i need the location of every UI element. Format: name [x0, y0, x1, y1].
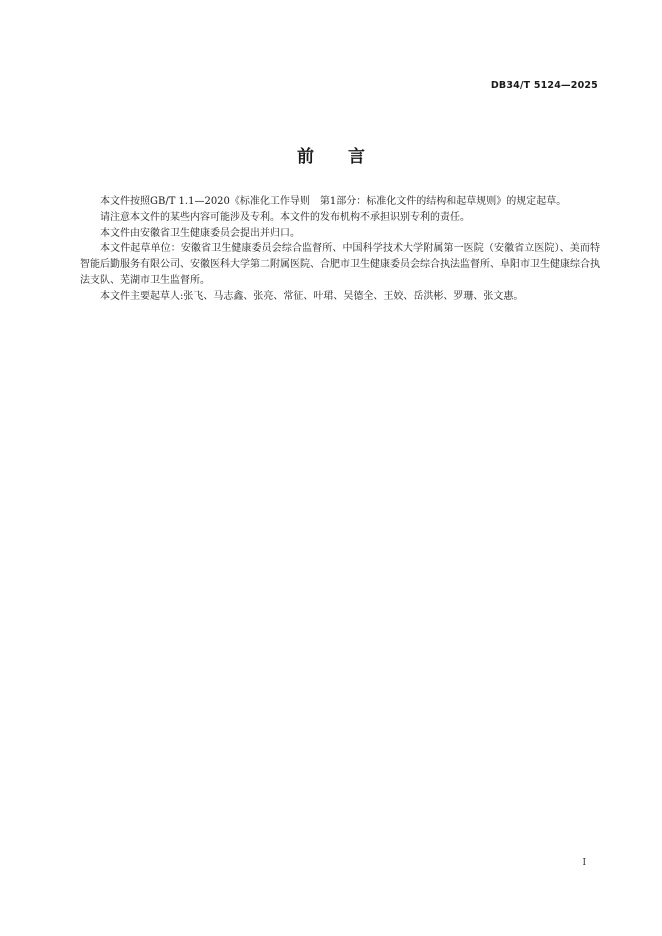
page-title	[0, 142, 662, 167]
paragraph-patent-notice: 请注意本文件的某些内容可能涉及专利。本文件的发布机构不承担识别专利的责任。	[100, 211, 470, 223]
foreword-body	[80, 194, 600, 305]
page-number: I	[582, 858, 586, 868]
title-char-1: 前	[297, 147, 314, 167]
document-code: DB34/T 5124—2025	[490, 80, 598, 91]
paragraph-drafting-basis: 本文件按照GB/T 1.1—2020《标准化工作导则 第1部分：标准化文件的结构和起草规则》的规定起草。	[100, 196, 567, 207]
title-char-2: 言	[348, 147, 365, 167]
paragraph-main-drafters: 本文件主要起草人:张飞、马志鑫、张亮、常征、叶珺、吴德全、王姣、岳洪彬、罗珊、张文惠。	[100, 290, 524, 302]
paragraph-drafting-units: 本文件起草单位：安徽省卫生健康委员会综合监督所、中国科学技术大学附属第一医院（安徽省立医院）、美而特智能后勤服务有限公司、安徽医科大学第二附属医院、合肥市卫生健康委员会综合执法监督所、阜阳市卫生健康综合执法支队、芜湖市卫生监督所。	[80, 243, 600, 286]
paragraph-proposer: 本文件由安徽省卫生健康委员会提出并归口。	[100, 227, 300, 239]
